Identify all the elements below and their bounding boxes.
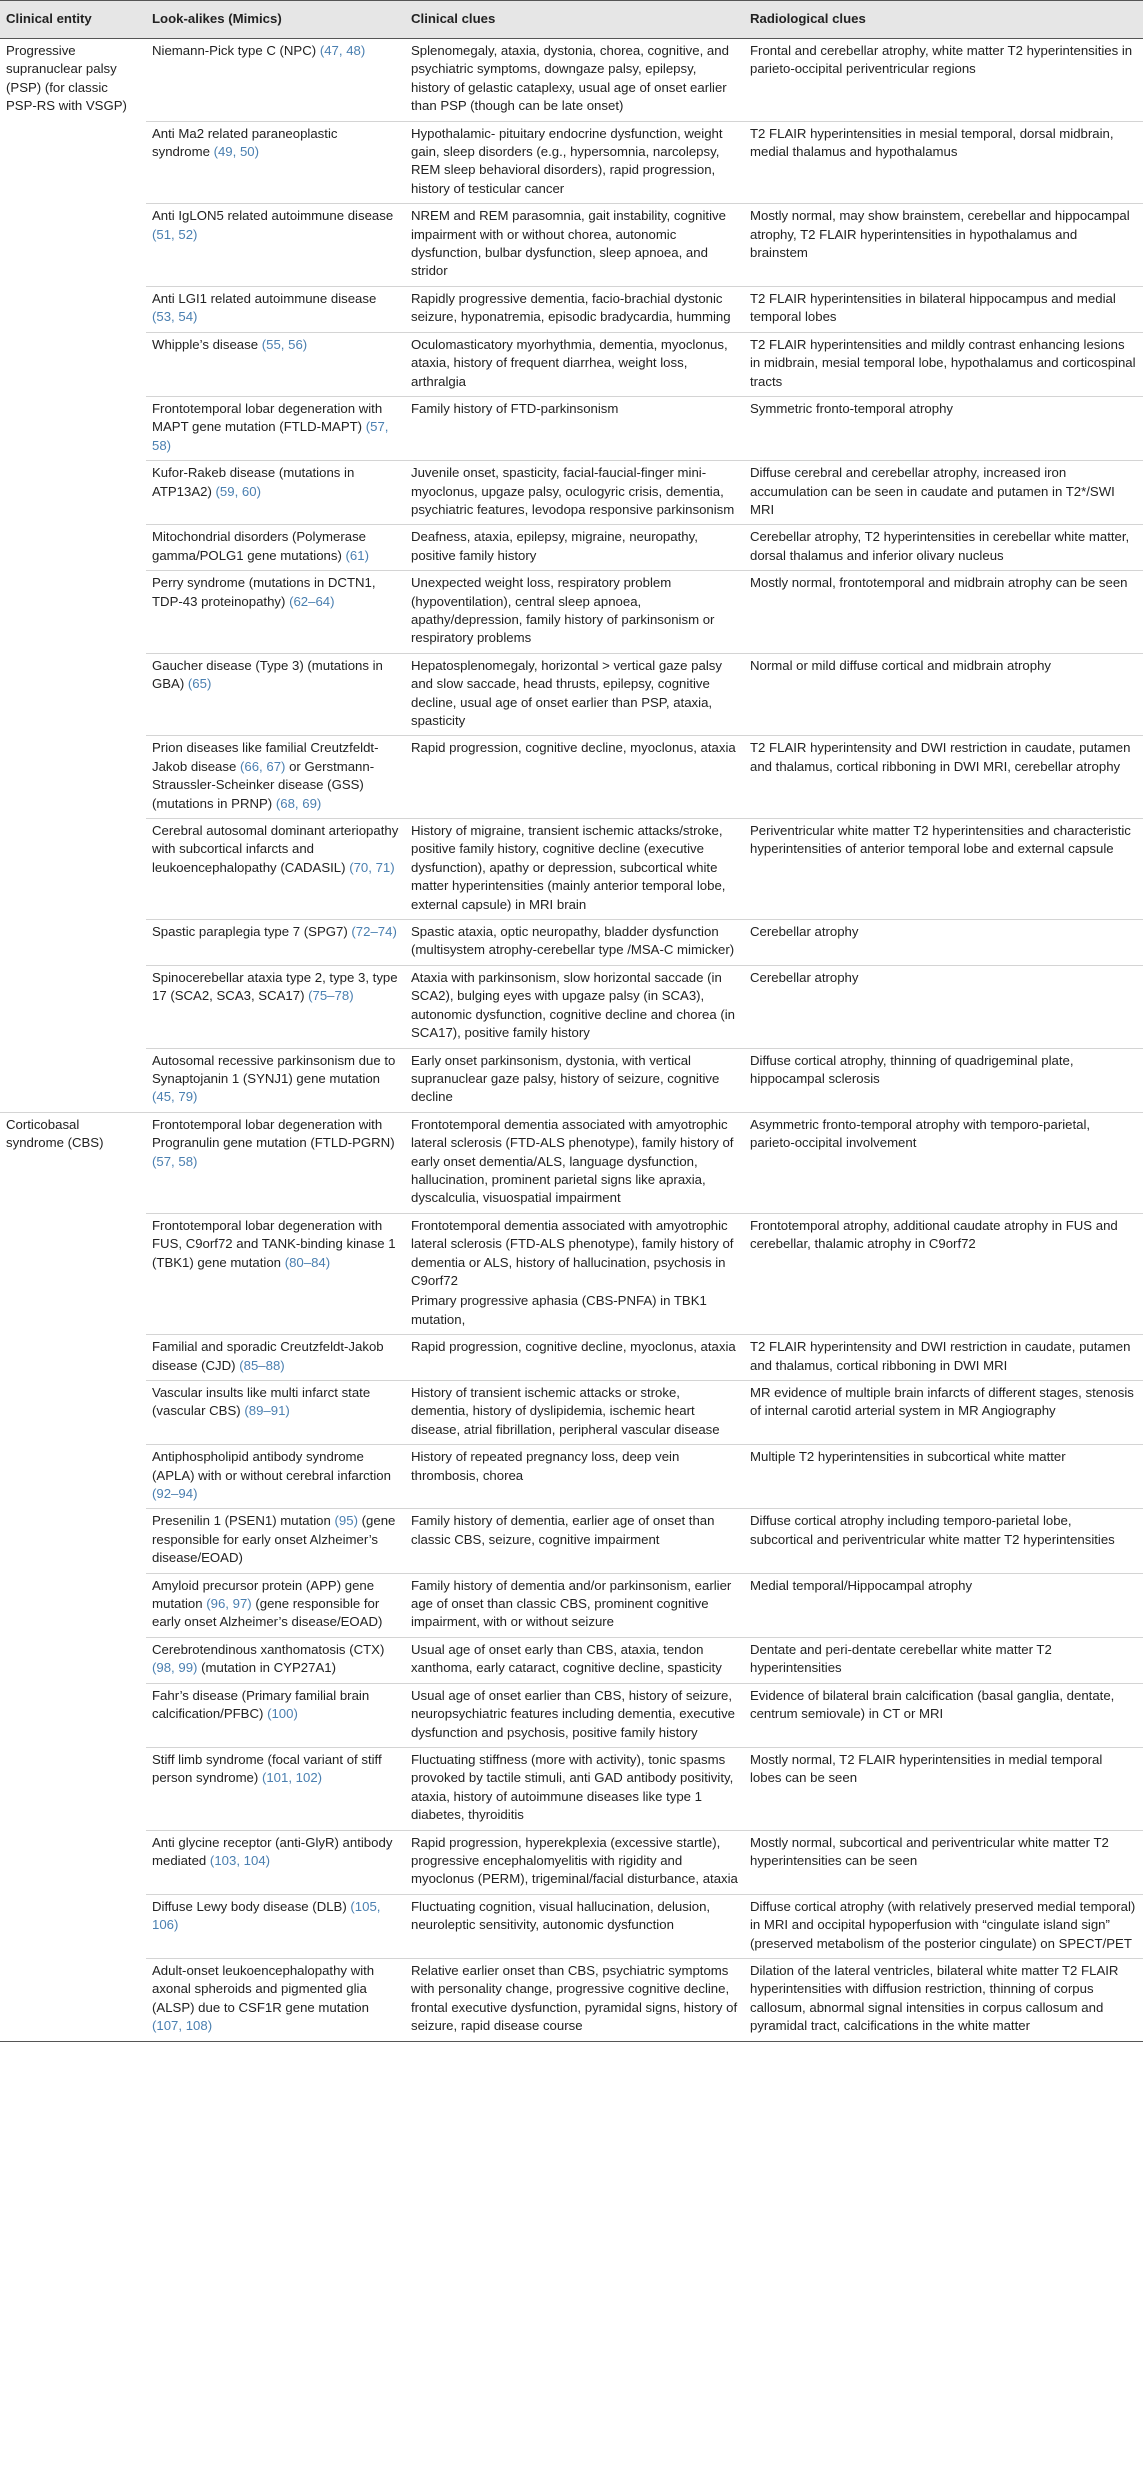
table-row <box>0 1112 1143 1213</box>
clinical-clues-text: Rapid progression, cognitive decline, myoclonus, ataxia <box>411 740 736 756</box>
reference-link[interactable]: (53, 54) <box>152 309 198 325</box>
clinical-clues-text: History of migraine, transient ischemic attacks/stroke, positive family history, cognitive decline (executive dysfunction), apathy or depression, subcortical white matter hyperintensities (mainly anterior temporal lobe, external capsule) in MRI brain <box>411 823 726 912</box>
mimic-cell <box>146 525 405 571</box>
table-row <box>0 461 1143 525</box>
clinical-entity-cell <box>0 736 146 819</box>
radiological-clues-text: Mostly normal, frontotemporal and midbrain atrophy can be seen <box>750 575 1128 591</box>
reference-link[interactable]: (59, 60) <box>215 483 261 499</box>
mimic-cell <box>146 819 405 920</box>
clinical-clues-cell <box>405 1112 744 1213</box>
clinical-entity-cell <box>0 819 146 920</box>
mimic-cell <box>146 121 405 204</box>
radiological-clues-cell <box>744 819 1143 920</box>
table-row <box>0 332 1143 396</box>
mimic-name-cont: or Gerstmann-Straussler-Scheinker disease (GSS) (mutations in PRNP) <box>152 758 375 811</box>
radiological-clues-text: Cerebellar atrophy <box>750 924 859 940</box>
mimic-cell <box>146 1683 405 1747</box>
mimic-name: Fahr’s disease (Primary familial brain calcification/PFBC) <box>152 1687 370 1722</box>
reference-link[interactable]: (49, 50) <box>213 144 260 160</box>
radiological-clues-text: Normal or mild diffuse cortical and midbrain atrophy <box>750 657 1052 673</box>
radiological-clues-text: Mostly normal, T2 FLAIR hyperintensities in medial temporal lobes can be seen <box>750 1751 1103 1786</box>
reference-link[interactable]: (70, 71) <box>349 859 395 875</box>
radiological-clues-text: Dentate and peri-dentate cerebellar white matter T2 hyperintensities <box>750 1641 1052 1676</box>
clinical-entity-cell <box>0 1958 146 2041</box>
mimic-name: Whipple’s disease <box>152 336 262 352</box>
radiological-clues-cell <box>744 1445 1143 1509</box>
clinical-entity-cell <box>0 1381 146 1445</box>
mimic-cell <box>146 653 405 736</box>
reference-link[interactable]: (62–64) <box>289 593 335 609</box>
radiological-clues-cell <box>744 1509 1143 1573</box>
radiological-clues-text: Multiple T2 hyperintensities in subcortical white matter <box>750 1449 1066 1465</box>
clinical-clues-cell <box>405 1335 744 1381</box>
radiological-clues-text: Cerebellar atrophy <box>750 969 859 985</box>
table-row <box>0 1381 1143 1445</box>
clinical-entity-cell <box>0 204 146 287</box>
clinical-entity-cell <box>0 571 146 654</box>
radiological-clues-text: Frontal and cerebellar atrophy, white matter T2 hyperintensities in parieto-occipital periventricular regions <box>750 43 1133 77</box>
table-body <box>0 39 1143 2042</box>
mimic-name: Gaucher disease (Type 3) (mutations in GBA) <box>152 657 383 692</box>
clinical-clues-cell <box>405 461 744 525</box>
radiological-clues-text: T2 FLAIR hyperintensity and DWI restriction in caudate, putamen and thalamus, cortical ribboning in DWI MRI <box>750 1339 1131 1373</box>
clinical-clues-text: History of repeated pregnancy loss, deep vein thrombosis, chorea <box>411 1449 680 1483</box>
radiological-clues-cell <box>744 1335 1143 1381</box>
mimic-name: Anti Ma2 related paraneoplastic syndrome <box>152 125 338 160</box>
table-row <box>0 1335 1143 1381</box>
clinical-clues-cell <box>405 204 744 287</box>
mimic-name: Anti IgLON5 related autoimmune disease <box>152 208 394 224</box>
clinical-entity-cell <box>0 1573 146 1637</box>
mimic-name-cont: (mutation in CYP27A1) <box>197 1660 336 1676</box>
reference-link[interactable]: (98, 99) <box>152 1660 198 1676</box>
clinical-entity-cell <box>0 653 146 736</box>
clinical-clues-text: Family history of dementia and/or parkinsonism, earlier age of onset than classic CBS, prominent cognitive impairment, with or without seizure <box>411 1577 732 1630</box>
clinical-clues-cell <box>405 571 744 654</box>
mimic-cell <box>146 736 405 819</box>
clinical-clues-cell <box>405 1445 744 1509</box>
radiological-clues-cell <box>744 1830 1143 1894</box>
clinical-entity-cell <box>0 1445 146 1509</box>
clinical-entity-name: Corticobasal syndrome (CBS) <box>6 1116 104 1151</box>
radiological-clues-cell <box>744 571 1143 654</box>
clinical-clues-cell <box>405 286 744 332</box>
mimic-cell <box>146 1637 405 1683</box>
reference-link[interactable]: (101, 102) <box>261 1770 323 1786</box>
header-clinical-clues: Clinical clues <box>405 1 744 39</box>
clinical-entity-cell <box>0 965 146 1048</box>
radiological-clues-cell <box>744 920 1143 966</box>
mimic-cell <box>146 1830 405 1894</box>
table-row <box>0 1683 1143 1747</box>
clinical-clues-text: Usual age of onset earlier than CBS, history of seizure, neuropsychiatric features including dementia, executive dysfunction and psychosis, positive family history <box>411 1687 736 1740</box>
clinical-entity-cell <box>0 396 146 460</box>
clinical-clues-cell <box>405 653 744 736</box>
clinical-clues-text: Ataxia with parkinsonism, slow horizontal saccade (in SCA2), bulging eyes with upgaze palsy (in SCA3), autonomic dysfunction, cognitive decline and chorea (in SCA17), positive family history <box>411 969 736 1041</box>
reference-link[interactable]: (65) <box>187 676 212 692</box>
mimic-name: Stiff limb syndrome (focal variant of stiff person syndrome) <box>152 1751 382 1786</box>
mimic-cell <box>146 1213 405 1334</box>
radiological-clues-text: Diffuse cerebral and cerebellar atrophy, increased iron accumulation can be seen in caudate and putamen in T2*/SWI MRI <box>750 465 1115 517</box>
mimic-cell <box>146 461 405 525</box>
clinical-entity-cell <box>0 1894 146 1958</box>
reference-link[interactable]: (85–88) <box>239 1357 285 1373</box>
radiological-clues-text: Mostly normal, subcortical and periventricular white matter T2 hyperintensities can be seen <box>750 1834 1109 1868</box>
mimic-name: Adult-onset leukoencephalopathy with axonal spheroids and pigmented glia (ALSP) due to CSF1R gene mutation <box>152 1962 375 2015</box>
radiological-clues-text: T2 FLAIR hyperintensity and DWI restriction in caudate, putamen and thalamus, cortical ribboning in DWI MRI, cerebellar atrophy <box>750 740 1131 774</box>
clinical-entity-cell <box>0 332 146 396</box>
mimic-name: Autosomal recessive parkinsonism due to Synaptojanin 1 (SYNJ1) gene mutation <box>152 1052 396 1086</box>
table-row <box>0 1894 1143 1958</box>
clinical-clues-text: Hepatosplenomegaly, horizontal > vertical gaze palsy and slow saccade, head thrusts, epilepsy, cognitive decline, usual age of onset earlier than PSP, ataxia, spasticity <box>411 657 722 728</box>
clinical-clues-text: Hypothalamic- pituitary endocrine dysfunction, weight gain, sleep disorders (e.g., hypersomnia, narcolepsy, REM sleep behavioral disorders), rapid progression, history of testicular cancer <box>411 125 723 196</box>
mimic-cell <box>146 1048 405 1112</box>
clinical-entity-name: Progressive supranuclear palsy (PSP) (for classic PSP-RS with VSGP) <box>6 43 127 114</box>
clinical-clues-cell <box>405 736 744 819</box>
radiological-clues-cell <box>744 1683 1143 1747</box>
mimic-name: Kufor-Rakeb disease (mutations in ATP13A2) <box>152 465 355 499</box>
table-row <box>0 1445 1143 1509</box>
clinical-clues-text: Juvenile onset, spasticity, facial-faucial-finger mini-myoclonus, upgaze palsy, oculogyric crisis, dementia, psychiatric features, levodopa responsive parkinsonism <box>411 465 735 517</box>
radiological-clues-cell <box>744 736 1143 819</box>
mimic-cell <box>146 39 405 122</box>
table-row <box>0 204 1143 287</box>
radiological-clues-cell <box>744 1213 1143 1334</box>
mimic-cell <box>146 1747 405 1830</box>
table-row <box>0 286 1143 332</box>
clinical-clues-extra: Primary progressive aphasia (CBS-PNFA) in TBK1 mutation, <box>411 1293 707 1327</box>
table-row <box>0 396 1143 460</box>
clinical-clues-text: Deafness, ataxia, epilepsy, migraine, neuropathy, positive family history <box>411 529 698 563</box>
table-row <box>0 736 1143 819</box>
clinical-entity-cell <box>0 461 146 525</box>
radiological-clues-cell <box>744 39 1143 122</box>
mimic-name-cont: (gene responsible for early onset Alzheimer’s disease/EOAD) <box>152 1513 396 1566</box>
radiological-clues-text: Periventricular white matter T2 hyperintensities and characteristic hyperintensities of anterior temporal lobe and external capsule <box>750 823 1131 857</box>
header-look-alikes: Look-alikes (Mimics) <box>146 1 405 39</box>
clinical-clues-cell <box>405 39 744 122</box>
clinical-clues-text: NREM and REM parasomnia, gait instability, cognitive impairment with or without chorea, autonomic dysfunction, bulbar dysfunction, sleep apnoea, and stridor <box>411 208 726 279</box>
reference-link[interactable]: (107, 108) <box>152 2018 213 2034</box>
mimic-name: Mitochondrial disorders (Polymerase gamma/POLG1 gene mutations) <box>152 529 367 563</box>
clinical-entity-cell <box>0 525 146 571</box>
radiological-clues-cell <box>744 1112 1143 1213</box>
mimic-cell <box>146 1381 405 1445</box>
clinical-clues-text: Family history of FTD-parkinsonism <box>411 400 619 416</box>
clinical-entity-cell <box>0 1213 146 1334</box>
clinical-entity-cell <box>0 121 146 204</box>
table-row <box>0 920 1143 966</box>
clinical-clues-text: Unexpected weight loss, respiratory problem (hypoventilation), central sleep apnoea, apathy/depression, family history of parkinsonism or respiratory problems <box>411 575 715 646</box>
radiological-clues-cell <box>744 1747 1143 1830</box>
reference-link[interactable]: (103, 104) <box>209 1852 271 1868</box>
mimic-name: Familial and sporadic Creutzfeldt-Jakob disease (CJD) <box>152 1339 384 1373</box>
clinical-clues-text: Family history of dementia, earlier age of onset than classic CBS, seizure, cognitive impairment <box>411 1513 715 1547</box>
mimic-name: Spastic paraplegia type 7 (SPG7) <box>152 924 352 940</box>
table-row <box>0 525 1143 571</box>
mimic-name: Spinocerebellar ataxia type 2, type 3, type 17 (SCA2, SCA3, SCA17) <box>152 969 398 1004</box>
clinical-clues-cell <box>405 965 744 1048</box>
clinical-clues-text: Fluctuating cognition, visual hallucination, delusion, neuroleptic sensitivity, autonomic dysfunction <box>411 1898 711 1933</box>
reference-link[interactable]: (51, 52) <box>152 226 198 242</box>
radiological-clues-text: Dilation of the lateral ventricles, bilateral white matter T2 FLAIR hyperintensities with diffusion restriction, thinning of corpus callosum, abnormal signal intensities in corpus callosum and pyramidal tract, calcifications in the white matter <box>750 1962 1119 2034</box>
mimic-name: Antiphospholipid antibody syndrome (APLA) with or without cerebral infarction <box>152 1449 391 1483</box>
clinical-entity-cell <box>0 1637 146 1683</box>
clinical-clues-cell <box>405 121 744 204</box>
clinical-clues-text: Usual age of onset early than CBS, ataxia, tendon xanthoma, early cataract, cognitive decline, spasticity <box>411 1641 722 1676</box>
clinical-clues-text: Oculomasticatory myorhythmia, dementia, myoclonus, ataxia, history of frequent diarrhea, weight loss, arthralgia <box>411 336 728 389</box>
reference-link[interactable]: (96, 97) <box>206 1596 252 1612</box>
radiological-clues-cell <box>744 525 1143 571</box>
reference-link[interactable]: (61) <box>345 547 369 563</box>
radiological-clues-cell <box>744 1048 1143 1112</box>
clinical-entity-cell <box>0 920 146 966</box>
radiological-clues-cell <box>744 286 1143 332</box>
clinical-clues-text: History of transient ischemic attacks or stroke, dementia, history of dyslipidemia, ischemic heart disease, atrial fibrillation, peripheral vascular disease <box>411 1385 720 1437</box>
table-row <box>0 1048 1143 1112</box>
header-radiological-clues: Radiological clues <box>744 1 1143 39</box>
clinical-clues-text: Fluctuating stiffness (more with activity), tonic spasms provoked by tactile stimuli, anti GAD antibody positivity, ataxia, history of autoimmune diseases like type 1 diabetes, thyroiditis <box>411 1751 734 1823</box>
header-row <box>0 1 1143 39</box>
radiological-clues-text: Diffuse cortical atrophy including temporo-parietal lobe, subcortical and periventricular white matter T2 hyperintensities <box>750 1513 1115 1547</box>
mimic-name: Anti LGI1 related autoimmune disease <box>152 290 377 306</box>
radiological-clues-cell <box>744 204 1143 287</box>
reference-link[interactable]: (68, 69) <box>275 795 322 811</box>
mimic-cell <box>146 1573 405 1637</box>
mimic-name: Perry syndrome (mutations in DCTN1, TDP-43 proteinopathy) <box>152 575 376 609</box>
clinical-clues-cell <box>405 1830 744 1894</box>
radiological-clues-cell <box>744 1381 1143 1445</box>
clinical-clues-text: Early onset parkinsonism, dystonia, with vertical supranuclear gaze palsy, history of seizure, cognitive decline <box>411 1052 720 1105</box>
mimic-name: Niemann-Pick type C (NPC) <box>152 43 320 58</box>
clinical-entity-cell <box>0 1509 146 1573</box>
radiological-clues-text: Evidence of bilateral brain calcification (basal ganglia, dentate, centrum semiovale) in CT or MRI <box>750 1687 1115 1722</box>
table-row <box>0 1509 1143 1573</box>
radiological-clues-text: Frontotemporal atrophy, additional caudate atrophy in FUS and cerebellar, thalamic atrophy in C9orf72 <box>750 1217 1118 1252</box>
clinical-entity-cell <box>0 1048 146 1112</box>
clinical-clues-cell <box>405 396 744 460</box>
radiological-clues-text: T2 FLAIR hyperintensities in bilateral hippocampus and medial temporal lobes <box>750 290 1116 325</box>
mimic-name-cont: (gene responsible for early onset Alzheimer’s disease/EOAD) <box>152 1596 383 1630</box>
radiological-clues-cell <box>744 1573 1143 1637</box>
mimic-name: Anti glycine receptor (anti-GlyR) antibody mediated <box>152 1834 393 1868</box>
reference-link[interactable]: (100) <box>267 1706 298 1722</box>
clinical-entity-cell <box>0 1335 146 1381</box>
clinical-clues-cell <box>405 1683 744 1747</box>
reference-link[interactable]: (92–94) <box>152 1486 198 1502</box>
reference-link[interactable]: (45, 79) <box>152 1089 198 1105</box>
table-row <box>0 653 1143 736</box>
mimic-name: Presenilin 1 (PSEN1) mutation <box>152 1513 335 1529</box>
mimic-cell <box>146 1958 405 2041</box>
reference-link[interactable]: (75–78) <box>308 988 354 1004</box>
clinical-clues-cell <box>405 1637 744 1683</box>
radiological-clues-cell <box>744 121 1143 204</box>
table-row <box>0 121 1143 204</box>
mimic-name: Amyloid precursor protein (APP) gene mutation <box>152 1577 375 1612</box>
reference-link[interactable]: (89–91) <box>244 1403 290 1419</box>
mimic-name: Frontotemporal lobar degeneration with Progranulin gene mutation (FTLD-PGRN) <box>152 1116 395 1151</box>
mimic-cell <box>146 286 405 332</box>
radiological-clues-text: Mostly normal, may show brainstem, cerebellar and hippocampal atrophy, T2 FLAIR hyperintensities in hypothalamus and brainstem <box>750 208 1130 261</box>
reference-link[interactable]: (105, 106) <box>152 1898 381 1933</box>
table-row <box>0 819 1143 920</box>
mimic-name: Prion diseases like familial Creutzfeldt-Jakob disease <box>152 740 379 774</box>
mimic-cell <box>146 965 405 1048</box>
radiological-clues-text: Diffuse cortical atrophy (with relatively preserved medial temporal) in MRI and occipital hypoperfusion with “cingulate island sign” (preserved metabolism of the posterior cingulate) on SPECT/PET <box>750 1898 1136 1951</box>
table-row <box>0 1573 1143 1637</box>
mimic-cell <box>146 1445 405 1509</box>
clinical-entity-cell <box>0 39 146 122</box>
clinical-entity-cell <box>0 1683 146 1747</box>
reference-link[interactable]: (57, 58) <box>152 419 389 453</box>
mimic-name: Cerebrotendinous xanthomatosis (CTX) <box>152 1641 385 1657</box>
clinical-clues-text: Rapid progression, hyperekplexia (excessive startle), progressive encephalomyelitis with rigidity and myoclonus (PERM), trigeminal/facial disturbance, ataxia <box>411 1834 738 1887</box>
mimic-cell <box>146 1112 405 1213</box>
clinical-clues-cell <box>405 819 744 920</box>
table-row <box>0 1830 1143 1894</box>
mimic-cell <box>146 920 405 966</box>
clinical-entity-cell <box>0 1747 146 1830</box>
clinical-clues-cell <box>405 1048 744 1112</box>
mimic-name: Diffuse Lewy body disease (DLB) <box>152 1898 351 1914</box>
clinical-clues-cell <box>405 1958 744 2041</box>
reference-link[interactable]: (66, 67) <box>239 758 286 774</box>
reference-link[interactable]: (55, 56) <box>261 336 308 352</box>
mimic-name: Frontotemporal lobar degeneration with FUS, C9orf72 and TANK-binding kinase 1 (TBK1) gene mutation <box>152 1217 396 1270</box>
radiological-clues-text: MR evidence of multiple brain infarcts of different stages, stenosis of internal carotid arterial system in MR Angiography <box>750 1385 1134 1419</box>
radiological-clues-text: Medial temporal/Hippocampal atrophy <box>750 1577 973 1593</box>
table-row <box>0 1213 1143 1334</box>
radiological-clues-cell <box>744 965 1143 1048</box>
radiological-clues-text: Asymmetric fronto-temporal atrophy with temporo-parietal, parieto-occipital involvement <box>750 1116 1091 1151</box>
reference-link[interactable]: (95) <box>334 1513 358 1529</box>
clinical-entity-cell <box>0 1830 146 1894</box>
radiological-clues-text: T2 FLAIR hyperintensities and mildly contrast enhancing lesions in midbrain, mesial temporal lobe, hypothalamus and corticospinal tracts <box>750 336 1136 389</box>
clinical-clues-cell <box>405 332 744 396</box>
mimic-cell <box>146 1509 405 1573</box>
clinical-clues-cell <box>405 1509 744 1573</box>
clinical-clues-text: Relative earlier onset than CBS, psychiatric symptoms with personality change, progressive cognitive decline, frontal executive dysfunction, pyramidal signs, history of seizure, rapid disease course <box>411 1962 738 2034</box>
mimic-cell <box>146 1894 405 1958</box>
radiological-clues-cell <box>744 1894 1143 1958</box>
clinical-clues-cell <box>405 525 744 571</box>
clinical-clues-text: Rapid progression, cognitive decline, myoclonus, ataxia <box>411 1339 736 1355</box>
mimic-cell <box>146 571 405 654</box>
mimic-cell <box>146 1335 405 1381</box>
mimic-cell <box>146 396 405 460</box>
mimic-name: Vascular insults like multi infarct state (vascular CBS) <box>152 1385 371 1419</box>
table-row <box>0 1747 1143 1830</box>
table-row <box>0 39 1143 122</box>
radiological-clues-text: Cerebellar atrophy, T2 hyperintensities in cerebellar white matter, dorsal thalamus and inferior olivary nucleus <box>750 529 1130 563</box>
table-row <box>0 1637 1143 1683</box>
clinical-clues-cell <box>405 1213 744 1334</box>
clinical-clues-cell <box>405 1894 744 1958</box>
radiological-clues-text: Diffuse cortical atrophy, thinning of quadrigeminal plate, hippocampal sclerosis <box>750 1052 1074 1086</box>
clinical-clues-text: Rapidly progressive dementia, facio-brachial dystonic seizure, hyponatremia, episodic bradycardia, humming <box>411 290 731 325</box>
mimic-cell <box>146 332 405 396</box>
radiological-clues-cell <box>744 653 1143 736</box>
clinical-clues-text: Frontotemporal dementia associated with amyotrophic lateral sclerosis (FTD-ALS phenotype), family history of early onset dementia/ALS, language dysfunction, hallucination, prominent parietal signs like apraxia, dyscalculia, visuospatial impairment <box>411 1116 734 1206</box>
header-clinical-entity: Clinical entity <box>0 1 146 39</box>
clinical-clues-text: Splenomegaly, ataxia, dystonia, chorea, cognitive, and psychiatric symptoms, downgaze palsy, epilepsy, history of gelastic cataplexy, usual age of onset earlier than PSP (though can be late onset) <box>411 43 729 114</box>
mimic-name: Cerebral autosomal dominant arteriopathy with subcortical infarcts and leukoencephalopathy (CADASIL) <box>152 823 399 875</box>
radiological-clues-cell <box>744 332 1143 396</box>
clinical-clues-cell <box>405 1381 744 1445</box>
reference-link[interactable]: (80–84) <box>284 1254 331 1270</box>
reference-link[interactable]: (57, 58) <box>152 1153 198 1169</box>
clinical-entity-cell <box>0 1112 146 1213</box>
clinical-clues-text: Frontotemporal dementia associated with amyotrophic lateral sclerosis (FTD-ALS phenotype), family history of dementia or ALS, history of hallucination, psychosis in C9orf72 <box>411 1217 734 1288</box>
table-row <box>0 1958 1143 2041</box>
radiological-clues-cell <box>744 1637 1143 1683</box>
radiological-clues-cell <box>744 1958 1143 2041</box>
clinical-clues-cell <box>405 1573 744 1637</box>
reference-link[interactable]: (47, 48) <box>319 43 366 58</box>
clinical-clues-cell <box>405 920 744 966</box>
table-row <box>0 571 1143 654</box>
mimic-name: Frontotemporal lobar degeneration with MAPT gene mutation (FTLD-MAPT) <box>152 400 383 435</box>
table-row <box>0 965 1143 1048</box>
clinical-clues-cell <box>405 1747 744 1830</box>
radiological-clues-cell <box>744 396 1143 460</box>
clinical-clues-text: Spastic ataxia, optic neuropathy, bladder dysfunction (multisystem atrophy-cerebellar type /MSA-C mimicker) <box>411 924 735 958</box>
radiological-clues-text: Symmetric fronto-temporal atrophy <box>750 400 954 416</box>
reference-link[interactable]: (72–74) <box>351 924 397 940</box>
clinical-entity-cell <box>0 286 146 332</box>
radiological-clues-cell <box>744 461 1143 525</box>
radiological-clues-text: T2 FLAIR hyperintensities in mesial temporal, dorsal midbrain, medial thalamus and hypothalamus <box>750 125 1114 160</box>
mimic-cell <box>146 204 405 287</box>
